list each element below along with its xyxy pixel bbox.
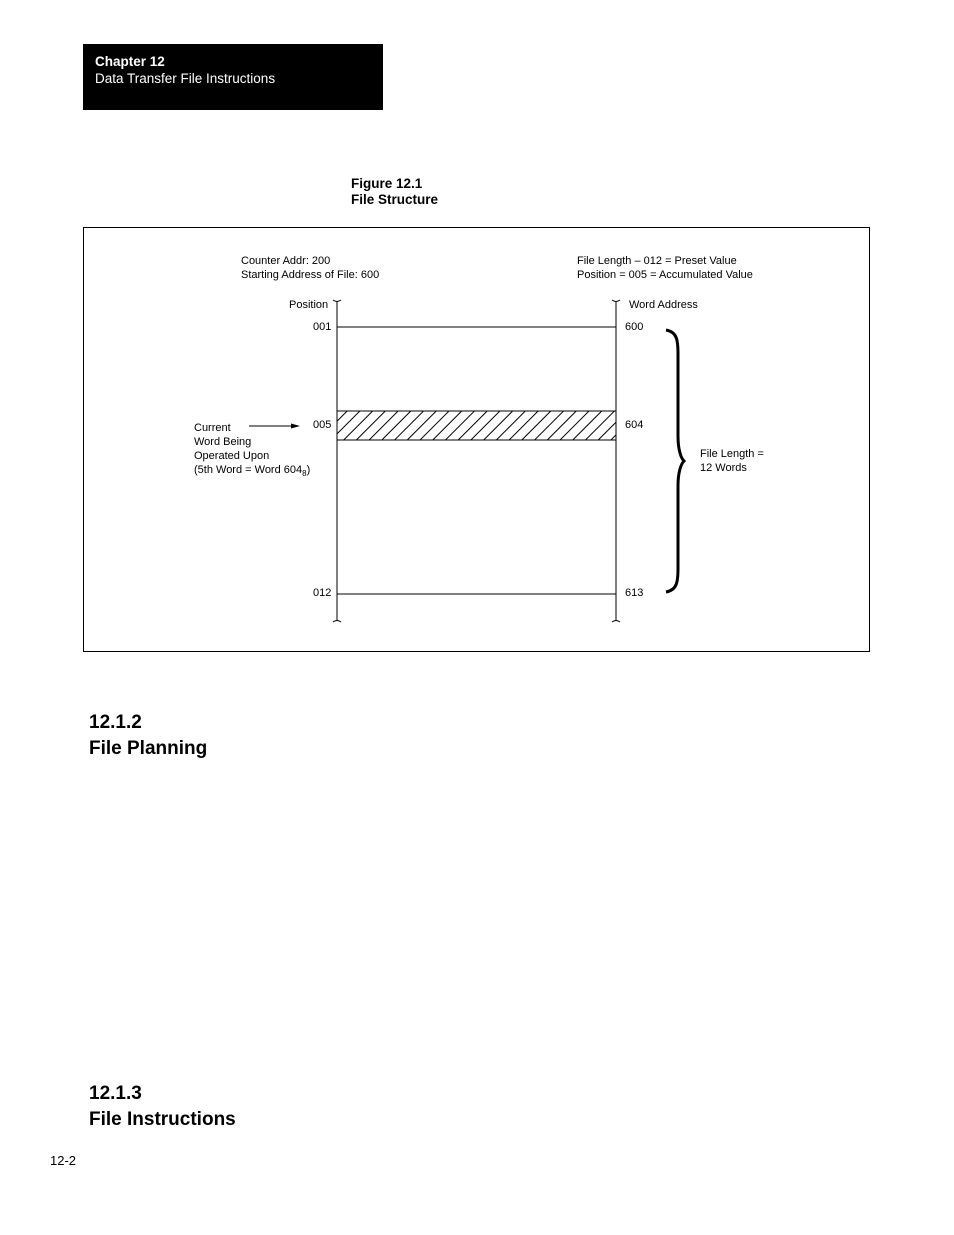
figure-title: File Structure (351, 192, 439, 207)
address-604: 604 (625, 419, 644, 431)
section-title: File Instructions (89, 1109, 236, 1130)
current-word-note: (5th Word = Word $604_8$) (194, 464, 311, 479)
current-word-label-3: Operated Upon (194, 450, 270, 462)
file-structure-figure (83, 227, 870, 652)
chapter-number: Chapter 12 (95, 54, 165, 69)
file-length-brace (666, 330, 684, 592)
counter-address-label: Counter Addr: 200 (241, 255, 331, 267)
section-number: 12.1.3 (89, 1083, 142, 1104)
current-word-hatched (337, 411, 616, 440)
file-length-preset-label: File Length – 012 = Preset Value (577, 255, 737, 267)
chapter-header (83, 44, 383, 110)
starting-address-label: Starting Address of File: 600 (241, 269, 380, 281)
section-title: File Planning (89, 738, 208, 759)
word-address-column-header: Word Address (629, 299, 698, 311)
address-600: 600 (625, 321, 644, 333)
figure-caption (351, 176, 438, 208)
section-number: 12.1.2 (89, 712, 142, 733)
position-012: 012 (313, 587, 332, 599)
position-005: 005 (313, 419, 332, 431)
octal-subscript: 8 (302, 469, 307, 479)
current-word-label-2: Word Being (194, 436, 252, 448)
section-file-instructions (89, 1081, 236, 1133)
current-word-label-1: Current (194, 422, 231, 434)
file-length-label-2: 12 Words (700, 462, 747, 474)
figure-number: Figure 12.1 (351, 176, 423, 191)
address-613: 613 (625, 587, 644, 599)
section-file-planning (89, 710, 207, 762)
page-number: 12-2 (50, 1153, 77, 1168)
position-accumulated-label: Position = 005 = Accumulated Value (577, 269, 753, 281)
position-001: 001 (313, 321, 332, 333)
file-length-label-1: File Length = (700, 448, 764, 460)
position-column-header: Position (289, 299, 329, 311)
chapter-title: Data Transfer File Instructions (95, 71, 276, 86)
